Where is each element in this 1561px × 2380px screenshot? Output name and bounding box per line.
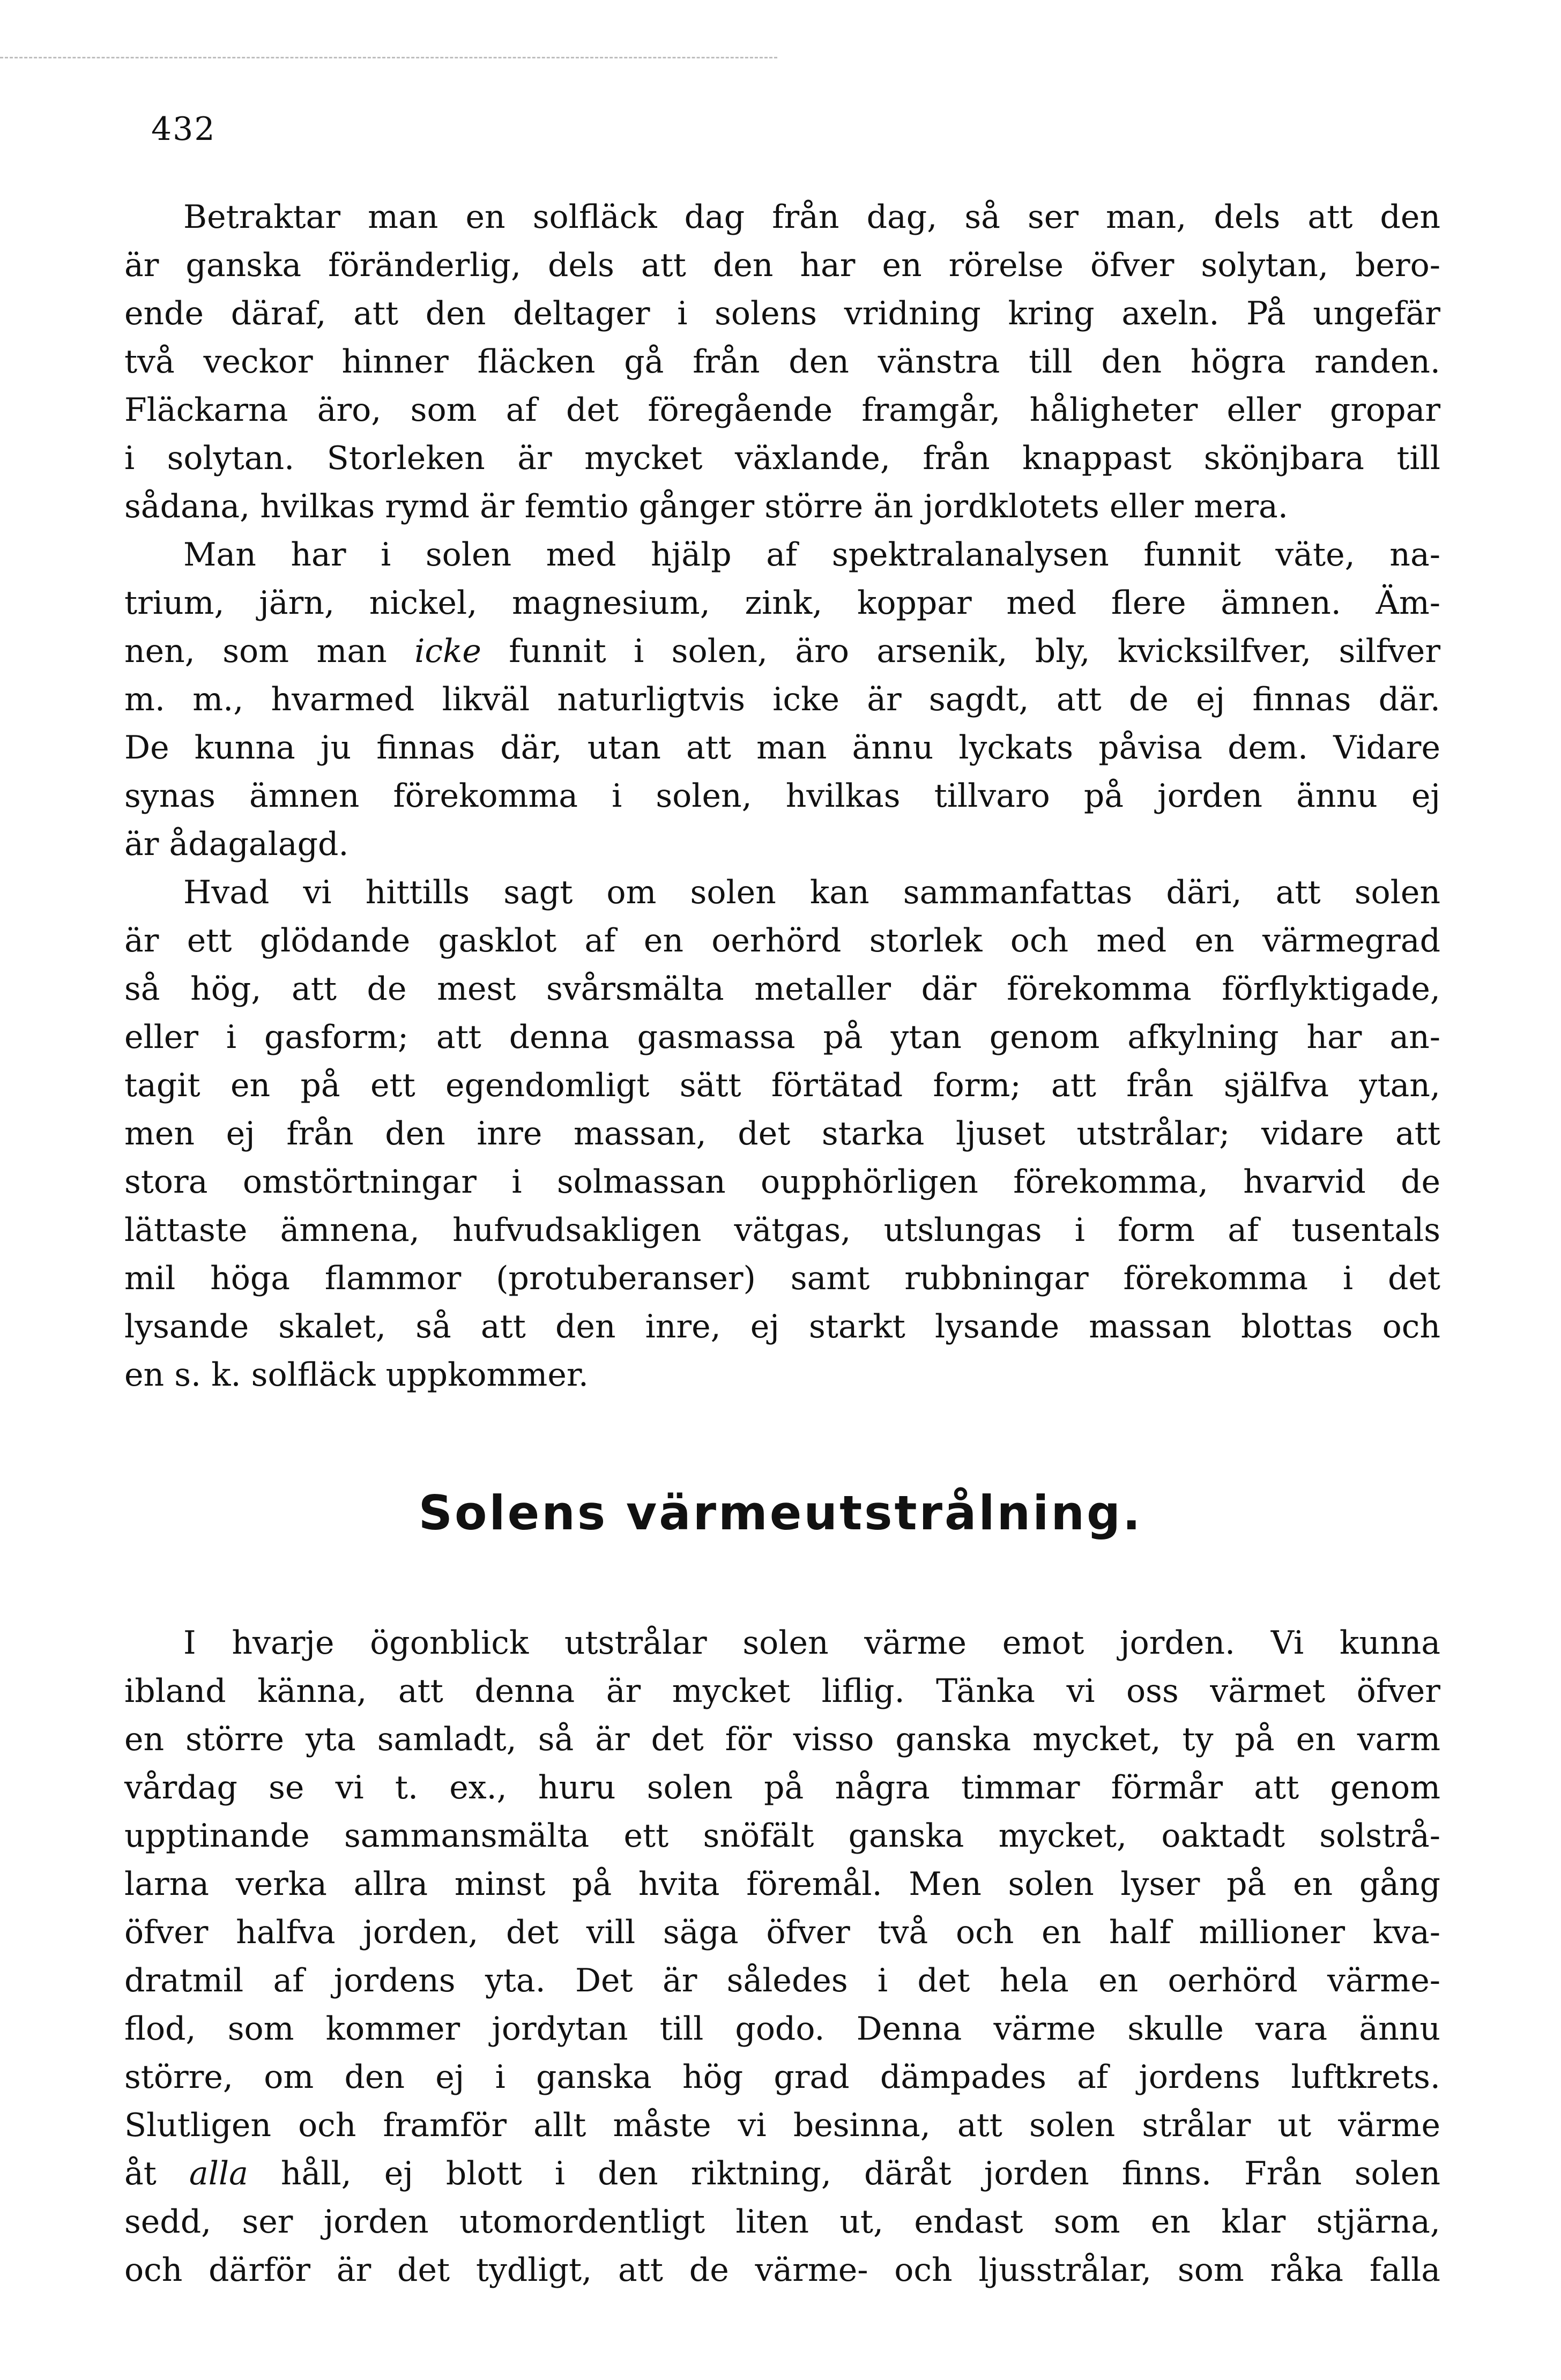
text-line <box>124 2150 1440 2198</box>
text-line: och därför är det tydligt, att de värme- och ljusstrålar, som råka falla <box>124 2251 1440 2289</box>
top-edge-rule <box>0 57 777 58</box>
emphasized-word: icke <box>414 633 481 670</box>
text-line: tagit en på ett egendomligt sätt förtätad form; att från själfva ytan, <box>124 1067 1440 1104</box>
text-line: eller i gasform; att denna gasmassa på ytan genom afkylning har an- <box>124 1018 1440 1056</box>
section-heading: Solens värmeutstrålning. <box>418 1485 1143 1541</box>
text-line: trium, järn, nickel, magnesium, zink, koppar med flere ämnen. Äm- <box>124 584 1440 622</box>
text-line: vårdag se vi t. ex., huru solen på några timmar förmår att genom <box>124 1769 1440 1806</box>
text-line: upptinande sammansmälta ett snöfält ganska mycket, oaktadt solstrå- <box>124 1817 1440 1855</box>
text-line: synas ämnen förekomma i solen, hvilkas tillvaro på jorden ännu ej <box>124 777 1440 815</box>
text-line: Fläckarna äro, som af det föregående framgår, håligheter eller gropar <box>124 391 1440 429</box>
text-line: Hvad vi hittills sagt om solen kan sammanfattas däri, att solen <box>183 874 1440 911</box>
text-line: Betraktar man en solfläck dag från dag, så ser man, dels att den <box>183 198 1440 236</box>
text-line <box>124 627 1440 675</box>
text-line: öfver halfva jorden, det vill säga öfver två och en half millioner kva- <box>124 1914 1440 1951</box>
text-line: Man har i solen med hjälp af spektralanalysen funnit väte, na- <box>183 536 1440 574</box>
text-line: ende däraf, att den deltager i solens vridning kring axeln. På ungefär <box>124 295 1440 332</box>
text-line: De kunna ju finnas där, utan att man ännu lyckats påvisa dem. Vidare <box>124 729 1440 767</box>
text-line: m. m., hvarmed likväl naturligtvis icke är sagdt, att de ej finnas där. <box>124 681 1440 718</box>
body-text-upper <box>124 193 1440 1399</box>
text-segment: åt <box>124 2155 189 2192</box>
text-segment: funnit i solen, äro arsenik, bly, kvicksilfver, silfver <box>481 633 1441 670</box>
body-text-lower <box>124 1619 1440 2294</box>
text-line: ibland känna, att denna är mycket liflig. Tänka vi oss värmet öfver <box>124 1672 1440 1710</box>
text-line: en s. k. solfläck uppkommer. <box>124 1356 589 1394</box>
text-line: Slutligen och framför allt måste vi besinna, att solen strålar ut värme <box>124 2107 1440 2144</box>
text-line: sådana, hvilkas rymd är femtio gånger större än jordklotets eller mera. <box>124 488 1288 525</box>
text-line: i solytan. Storleken är mycket växlande, från knappast skönjbara till <box>124 440 1440 477</box>
text-segment: håll, ej blott i den riktning, däråt jorden finns. Från solen <box>248 2155 1440 2192</box>
text-line: en större yta samladt, så är det för visso ganska mycket, ty på en varm <box>124 1721 1440 1758</box>
text-line: är ådagalagd. <box>124 825 349 863</box>
text-line: lysande skalet, så att den inre, ej starkt lysande massan blottas och <box>124 1308 1440 1345</box>
text-line: dratmil af jordens yta. Det är således i det hela en oerhörd värme- <box>124 1962 1440 1999</box>
text-line: två veckor hinner fläcken gå från den vänstra till den högra randen. <box>124 343 1440 381</box>
text-line: är ett glödande gasklot af en oerhörd storlek och med en värmegrad <box>124 922 1440 960</box>
page-number: 432 <box>151 110 216 148</box>
text-line: är ganska föränderlig, dels att den har en rörelse öfver solytan, bero- <box>124 247 1440 284</box>
emphasized-word: alla <box>189 2155 248 2192</box>
text-line: flod, som kommer jordytan till godo. Denna värme skulle vara ännu <box>124 2010 1440 2048</box>
text-line: större, om den ej i ganska hög grad dämpades af jordens luftkrets. <box>124 2058 1440 2096</box>
text-line: men ej från den inre massan, det starka ljuset utstrålar; vidare att <box>124 1115 1440 1152</box>
text-line: sedd, ser jorden utomordentligt liten ut, endast som en klar stjärna, <box>124 2203 1440 2241</box>
text-line: I hvarje ögonblick utstrålar solen värme emot jorden. Vi kunna <box>183 1624 1440 1662</box>
text-line: så hög, att de mest svårsmälta metaller där förekomma förflyktigade, <box>124 970 1440 1008</box>
text-line: lättaste ämnena, hufvudsakligen vätgas, utslungas i form af tusentals <box>124 1211 1440 1249</box>
text-segment: nen, som man <box>124 633 415 670</box>
text-line: stora omstörtningar i solmassan oupphörligen förekomma, hvarvid de <box>124 1163 1440 1201</box>
text-line: mil höga flammor (protuberanser) samt rubbningar förekomma i det <box>124 1260 1440 1297</box>
text-line: larna verka allra minst på hvita föremål. Men solen lyser på en gång <box>124 1865 1440 1903</box>
